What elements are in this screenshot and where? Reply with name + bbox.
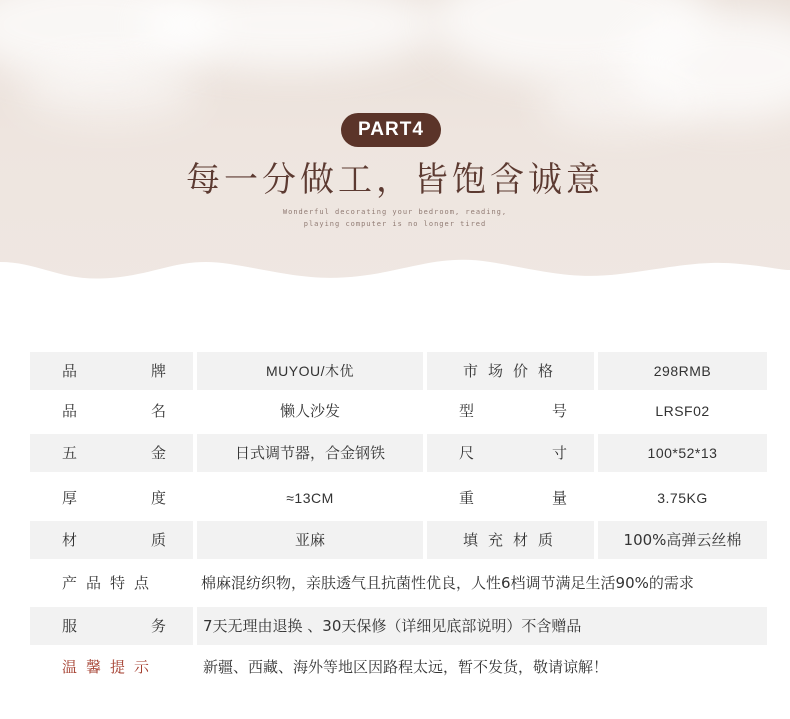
spec-label	[427, 392, 594, 430]
label-char: 牌	[150, 362, 166, 380]
label-char: 厚	[62, 489, 78, 507]
subtitle-line-2: playing computer is no longer tired	[303, 220, 487, 228]
spec-value: ≈13CM	[286, 490, 334, 506]
label-text: 市场价格	[463, 362, 564, 380]
table-row	[30, 479, 767, 517]
label-char: 金	[150, 444, 166, 462]
label-char: 度	[150, 489, 166, 507]
spec-value: 100*52*13	[598, 434, 767, 472]
cloud-decoration	[20, 60, 200, 120]
label-char: 量	[551, 489, 567, 507]
label-char: 型	[459, 402, 475, 420]
spec-label	[30, 434, 193, 472]
wave-divider	[0, 240, 790, 310]
spec-label	[427, 352, 594, 390]
spec-label	[427, 521, 594, 559]
spec-value: LRSF02	[655, 403, 710, 419]
spec-value: MUYOU/木优	[197, 352, 423, 390]
spec-value: 懒人沙发	[279, 402, 340, 420]
label-char: 五	[62, 444, 78, 462]
spec-value: 日式调节器，合金钢铁	[197, 434, 423, 472]
label-char: 品	[62, 362, 78, 380]
label-char: 质	[150, 531, 166, 549]
label-char: 务	[150, 617, 166, 635]
page-title: 每一分做工，皆饱含诚意	[186, 160, 604, 200]
label-char: 品	[62, 402, 78, 420]
label-char: 重	[459, 489, 475, 507]
table-row	[30, 648, 767, 686]
subtitle-line-1: Wonderful decorating your bedroom, reading,	[282, 208, 508, 216]
table-row	[30, 434, 767, 472]
table-row	[30, 607, 767, 645]
spec-label	[427, 479, 594, 517]
label-char: 材	[62, 531, 78, 549]
service-label	[30, 607, 193, 645]
table-row	[30, 521, 767, 559]
spec-value: 298RMB	[598, 352, 767, 390]
label-text: 填充材质	[463, 531, 564, 549]
service-value: 7天无理由退换 、30天保修（详细见底部说明）不含赠品	[197, 607, 767, 645]
spec-label	[30, 352, 193, 390]
label-char: 号	[551, 402, 567, 420]
label-char: 名	[150, 402, 166, 420]
features-value: 棉麻混纺织物，亲肤透气且抗菌性优良，人性6档调节满足生活90%的需求	[201, 574, 694, 592]
features-label: 产品特点	[62, 574, 159, 592]
spec-label	[30, 479, 193, 517]
spec-label	[30, 392, 193, 430]
spec-label	[427, 434, 594, 472]
spec-value: 3.75KG	[657, 490, 708, 506]
table-row	[30, 564, 767, 602]
label-char: 尺	[459, 444, 475, 462]
table-row	[30, 392, 767, 430]
table-row	[30, 352, 767, 390]
label-char: 寸	[551, 444, 567, 462]
notice-value: 新疆、西藏、海外等地区因路程太远，暂不发货，敬请谅解！	[203, 658, 609, 676]
notice-label: 温馨提示	[62, 658, 159, 676]
section-badge: PART4	[341, 113, 441, 147]
spec-value: 亚麻	[197, 521, 423, 559]
label-char: 服	[62, 617, 78, 635]
spec-label	[30, 521, 193, 559]
spec-value: 100%高弹云丝棉	[598, 521, 767, 559]
cloud-decoration	[540, 70, 700, 130]
